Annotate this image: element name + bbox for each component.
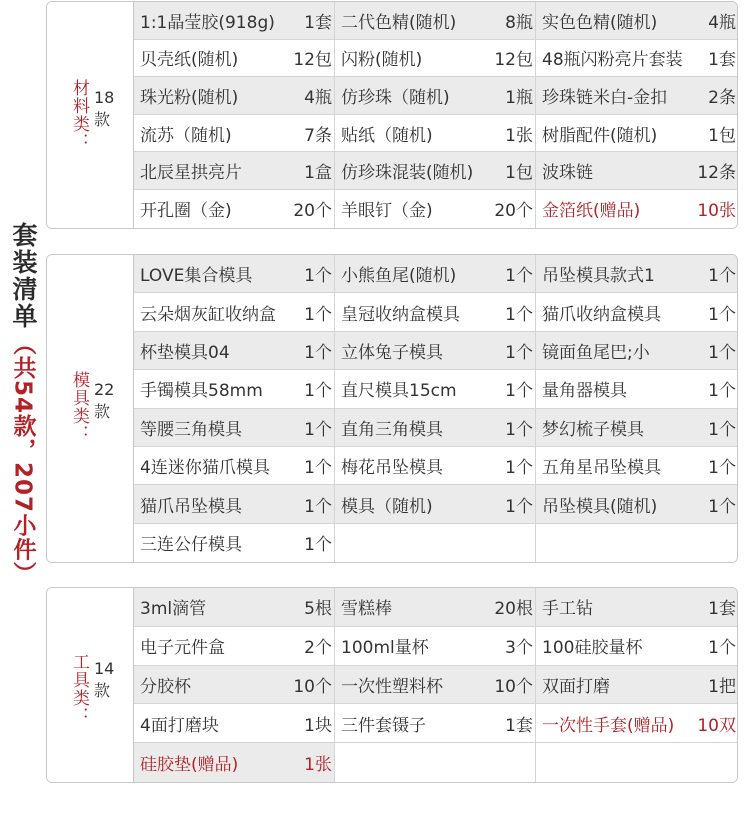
item-quantity: 10张	[697, 201, 736, 222]
table-row	[134, 255, 738, 293]
item-cell	[335, 255, 536, 293]
item-cell	[134, 588, 335, 627]
table-row	[134, 293, 738, 331]
item-cell	[335, 447, 536, 485]
table-row	[134, 447, 738, 485]
item-cell	[134, 666, 335, 705]
item-name: 1:1晶莹胶(918g)	[140, 12, 275, 33]
item-cell	[134, 332, 335, 370]
item-quantity: 1个	[304, 342, 332, 363]
item-cell	[335, 115, 536, 153]
item-quantity: 1包	[505, 163, 533, 184]
table-row	[134, 2, 738, 40]
item-cell	[335, 627, 536, 666]
item-name: 分胶杯	[140, 676, 191, 697]
item-quantity: 1个	[304, 458, 332, 479]
item-name: 模具（随机)	[341, 496, 433, 517]
section-count: 14 款	[94, 659, 115, 700]
item-quantity: 1个	[708, 381, 736, 402]
item-quantity: 1盒	[304, 163, 332, 184]
item-name: 开孔圈（金)	[140, 201, 232, 222]
item-name: 仿珍珠混装(随机)	[341, 163, 474, 184]
item-cell	[536, 409, 738, 447]
item-cell	[335, 152, 536, 190]
item-name: 猫爪吊坠模具	[140, 496, 242, 517]
section-label	[47, 2, 134, 228]
item-cell	[335, 293, 536, 331]
item-cell	[536, 370, 738, 408]
item-quantity: 1块	[304, 715, 332, 736]
item-name: 二代色精(随机)	[341, 12, 457, 33]
item-cell	[335, 40, 536, 78]
table-row	[134, 485, 738, 523]
item-name: 波珠链	[542, 163, 593, 184]
item-cell	[335, 77, 536, 115]
section-label	[47, 255, 134, 562]
item-cell	[536, 524, 738, 562]
item-quantity: 1套	[708, 599, 736, 620]
item-quantity: 1个	[708, 458, 736, 479]
item-quantity: 12包	[494, 50, 533, 71]
item-cell	[536, 40, 738, 78]
table-row	[134, 666, 738, 705]
item-name: 直尺模具15cm	[341, 381, 457, 402]
item-cell	[134, 115, 335, 153]
table-row	[134, 40, 738, 78]
table-row	[134, 115, 738, 153]
item-cell	[134, 77, 335, 115]
item-cell	[335, 370, 536, 408]
item-name: 吊坠模具款式1	[542, 266, 655, 287]
item-quantity: 10双	[697, 715, 736, 736]
item-name: 等腰三角模具	[140, 419, 242, 440]
item-name: 一次性手套(赠品)	[542, 715, 675, 736]
item-cell	[134, 704, 335, 743]
item-cell	[134, 2, 335, 40]
item-name: 100硅胶量杯	[542, 638, 643, 659]
item-cell	[134, 524, 335, 562]
item-name: 48瓶闪粉亮片套装	[542, 50, 683, 71]
item-name: 100ml量杯	[341, 638, 429, 659]
item-name: 一次性塑料杯	[341, 676, 443, 697]
item-cell	[536, 332, 738, 370]
table-row	[134, 588, 738, 627]
item-cell	[134, 190, 335, 228]
item-quantity: 1个	[708, 496, 736, 517]
section-name: 工具类：	[69, 653, 89, 725]
item-name: 珍珠链米白-金扣	[542, 87, 668, 108]
item-quantity: 1个	[505, 342, 533, 363]
item-cell	[335, 704, 536, 743]
item-cell	[134, 409, 335, 447]
item-quantity: 1套	[505, 715, 533, 736]
item-quantity: 1个	[505, 458, 533, 479]
item-quantity: 1个	[505, 381, 533, 402]
item-name: 雪糕棒	[341, 599, 392, 620]
kit-list-title	[6, 222, 40, 585]
item-cell	[134, 40, 335, 78]
item-grid	[134, 2, 738, 228]
item-quantity: 1个	[708, 304, 736, 325]
item-name: 三连公仔模具	[140, 535, 242, 556]
item-quantity: 12包	[293, 50, 332, 71]
item-cell	[536, 666, 738, 705]
table-row	[134, 190, 738, 228]
item-cell	[536, 485, 738, 523]
section-count: 18 款	[94, 88, 115, 129]
table-row	[134, 627, 738, 666]
item-cell	[536, 447, 738, 485]
item-quantity: 1张	[304, 755, 332, 776]
item-name: 电子元件盒	[140, 638, 225, 659]
item-quantity: 1套	[304, 12, 332, 33]
molds-section	[46, 254, 738, 563]
item-quantity: 1个	[505, 266, 533, 287]
table-row	[134, 152, 738, 190]
item-quantity: 1个	[304, 381, 332, 402]
item-cell	[536, 2, 738, 40]
table-row	[134, 409, 738, 447]
item-cell	[536, 255, 738, 293]
item-cell	[335, 190, 536, 228]
item-cell	[536, 190, 738, 228]
item-name: 贴纸（随机)	[341, 125, 433, 146]
item-cell	[536, 152, 738, 190]
item-quantity: 4瓶	[304, 87, 332, 108]
item-cell	[134, 743, 335, 782]
item-name: 树脂配件(随机)	[542, 125, 658, 146]
kit-list-heading: 套装清单	[9, 222, 38, 330]
item-name: 小熊鱼尾(随机)	[341, 266, 457, 287]
item-name: 双面打磨	[542, 676, 610, 697]
item-name: 五角星吊坠模具	[542, 458, 661, 479]
item-cell	[134, 293, 335, 331]
table-row	[134, 704, 738, 743]
item-quantity: 10个	[293, 676, 332, 697]
item-quantity: 3个	[505, 638, 533, 659]
item-quantity: 2个	[304, 638, 332, 659]
tools-section	[46, 587, 738, 783]
item-name: 直角三角模具	[341, 419, 443, 440]
item-name: 云朵烟灰缸收纳盒	[140, 304, 276, 325]
item-cell	[134, 485, 335, 523]
item-name: 闪粉(随机)	[341, 50, 423, 71]
item-cell	[536, 627, 738, 666]
kit-list-total: （共54款，207小件）	[9, 332, 36, 586]
materials-section	[46, 1, 738, 229]
item-cell	[335, 666, 536, 705]
item-cell	[536, 115, 738, 153]
item-quantity: 1个	[708, 266, 736, 287]
item-cell	[134, 152, 335, 190]
item-cell	[134, 447, 335, 485]
item-cell	[335, 485, 536, 523]
item-name: 实色色精(随机)	[542, 12, 658, 33]
item-name: 梅花吊坠模具	[341, 458, 443, 479]
item-name: 北辰星拱亮片	[140, 163, 242, 184]
item-name: 3ml滴管	[140, 599, 207, 620]
item-quantity: 1把	[708, 676, 736, 697]
item-cell	[134, 627, 335, 666]
item-quantity: 1个	[304, 535, 332, 556]
section-name: 材料类：	[69, 79, 89, 151]
item-name: 硅胶垫(赠品)	[140, 755, 239, 776]
item-name: 4连迷你猫爪模具	[140, 458, 270, 479]
item-quantity: 1个	[505, 304, 533, 325]
section-label	[47, 588, 134, 782]
item-quantity: 4瓶	[708, 12, 736, 33]
item-grid	[134, 588, 738, 782]
item-name: 贝壳纸(随机)	[140, 50, 239, 71]
item-quantity: 1个	[708, 419, 736, 440]
item-name: 梦幻梳子模具	[542, 419, 644, 440]
item-cell	[335, 2, 536, 40]
item-name: 金箔纸(赠品)	[542, 201, 641, 222]
item-grid	[134, 255, 738, 562]
item-cell	[536, 588, 738, 627]
item-quantity: 12条	[697, 163, 736, 184]
item-quantity: 1个	[304, 266, 332, 287]
item-name: 珠光粉(随机)	[140, 87, 239, 108]
item-name: 镜面鱼尾巴;小	[542, 342, 650, 363]
table-row	[134, 524, 738, 562]
item-name: 手工钻	[542, 599, 593, 620]
item-quantity: 7条	[304, 125, 332, 146]
item-cell	[536, 293, 738, 331]
item-name: 杯垫模具04	[140, 342, 230, 363]
item-quantity: 10个	[494, 676, 533, 697]
item-cell	[536, 704, 738, 743]
item-quantity: 1个	[304, 419, 332, 440]
item-cell	[536, 77, 738, 115]
item-name: 4面打磨块	[140, 715, 219, 736]
item-name: 猫爪收纳盒模具	[542, 304, 661, 325]
item-cell	[335, 332, 536, 370]
section-name: 模具类：	[69, 371, 89, 443]
item-cell	[134, 370, 335, 408]
item-name: 手镯模具58mm	[140, 381, 263, 402]
item-quantity: 1个	[304, 496, 332, 517]
section-count: 22 款	[94, 380, 115, 421]
item-cell	[335, 743, 536, 782]
item-name: LOVE集合模具	[140, 266, 253, 287]
item-quantity: 1瓶	[505, 87, 533, 108]
item-name: 吊坠模具(随机)	[542, 496, 658, 517]
item-cell	[335, 409, 536, 447]
item-quantity: 20根	[494, 599, 533, 620]
item-quantity: 1个	[505, 419, 533, 440]
item-name: 仿珍珠（随机)	[341, 87, 450, 108]
item-name: 皇冠收纳盒模具	[341, 304, 460, 325]
item-cell	[335, 524, 536, 562]
table-row	[134, 743, 738, 782]
item-quantity: 8瓶	[505, 12, 533, 33]
item-name: 立体兔子模具	[341, 342, 443, 363]
item-name: 羊眼钉（金)	[341, 201, 433, 222]
item-quantity: 20个	[293, 201, 332, 222]
item-cell	[335, 588, 536, 627]
table-row	[134, 332, 738, 370]
table-row	[134, 370, 738, 408]
item-cell	[536, 743, 738, 782]
item-quantity: 1张	[505, 125, 533, 146]
item-quantity: 5根	[304, 599, 332, 620]
item-quantity: 1套	[708, 50, 736, 71]
item-quantity: 1个	[708, 638, 736, 659]
item-name: 流苏（随机)	[140, 125, 232, 146]
item-quantity: 2条	[708, 87, 736, 108]
item-quantity: 1个	[708, 342, 736, 363]
table-row	[134, 77, 738, 115]
item-quantity: 1个	[505, 496, 533, 517]
item-name: 量角器模具	[542, 381, 627, 402]
item-quantity: 20个	[494, 201, 533, 222]
item-quantity: 1包	[708, 125, 736, 146]
item-name: 三件套镊子	[341, 715, 426, 736]
item-cell	[134, 255, 335, 293]
item-quantity: 1个	[304, 304, 332, 325]
